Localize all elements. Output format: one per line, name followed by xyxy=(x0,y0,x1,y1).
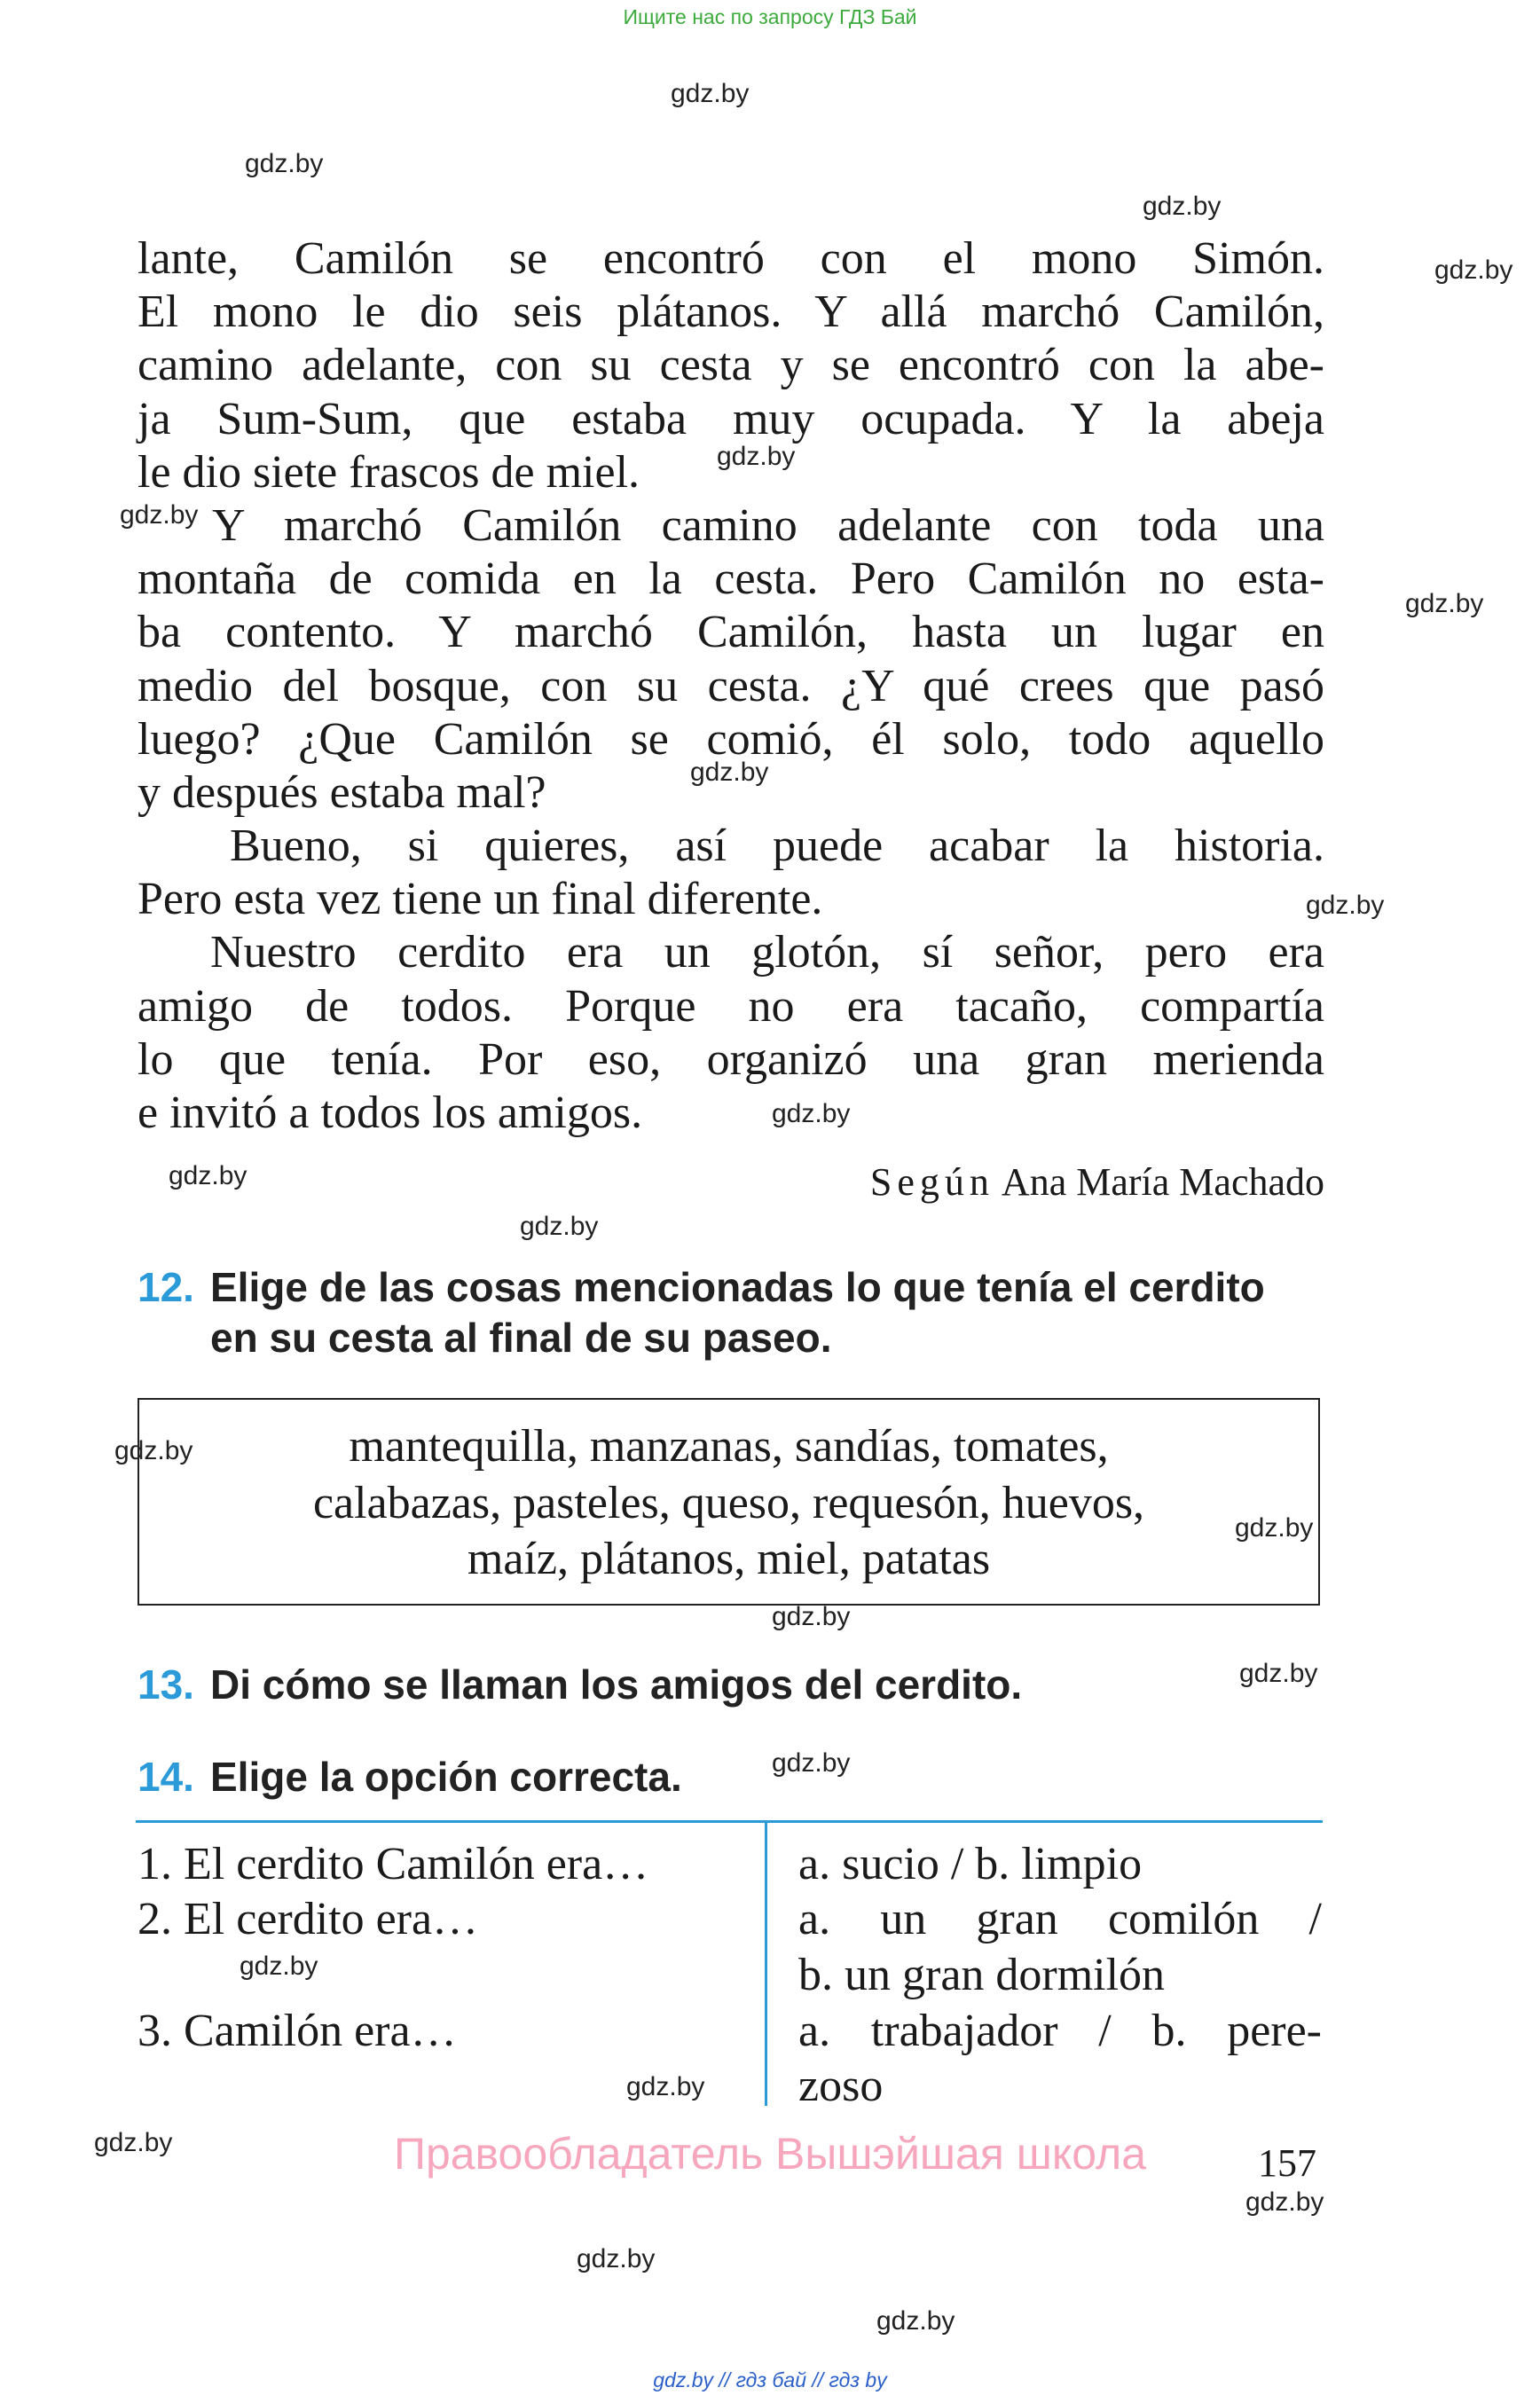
watermark: gdz.by xyxy=(114,1436,193,1465)
word-box-line: mantequilla, manzanas, sandías, tomates, xyxy=(349,1421,1109,1472)
author-prefix: Según xyxy=(869,1160,994,1204)
story-line: montaña de comida en la cesta. Pero Camilón no esta- xyxy=(138,554,1324,605)
watermark: gdz.by xyxy=(1239,1659,1318,1688)
watermark: gdz.by xyxy=(772,1602,851,1631)
watermark: gdz.by xyxy=(1235,1513,1314,1543)
table-right-cell: zoso xyxy=(798,2061,884,2111)
watermark: gdz.by xyxy=(690,758,769,787)
story-line: amigo de todos. Porque no era tacaño, compartía xyxy=(138,980,1324,1032)
table-right-cell: a. sucio / b. limpio xyxy=(798,1839,1143,1889)
task-13 xyxy=(138,1660,1324,1710)
watermark: gdz.by xyxy=(1306,891,1385,920)
task-number: 13. xyxy=(138,1661,194,1708)
copyright-holder: Правообладатель Вышэйшая школа xyxy=(394,2129,1146,2179)
watermark: gdz.by xyxy=(169,1161,248,1190)
watermark: gdz.by xyxy=(626,2072,705,2101)
watermark: gdz.by xyxy=(876,2306,955,2336)
table-right-cell: a. trabajador / b. pere- xyxy=(798,2006,1322,2056)
watermark: gdz.by xyxy=(94,2128,173,2157)
watermark: gdz.by xyxy=(671,79,750,108)
story-line: medio del bosque, con su cesta. ¿Y qué crees que pasó xyxy=(138,660,1324,711)
page-number: 157 xyxy=(1258,2141,1316,2185)
watermark: gdz.by xyxy=(1405,589,1484,618)
story-line: lante, Camilón se encontró con el mono Simón. xyxy=(138,233,1324,284)
watermark: gdz.by xyxy=(120,500,199,530)
word-box-line: maíz, plátanos, miel, patatas xyxy=(467,1534,991,1584)
story-line: Bueno, si quieres, así puede acabar la historia. xyxy=(230,821,1324,872)
task-number: 14. xyxy=(138,1754,194,1800)
task-12 xyxy=(138,1262,1324,1363)
story-text xyxy=(138,232,1324,1140)
watermark: gdz.by xyxy=(1143,192,1222,221)
author-credit xyxy=(870,1159,1324,1205)
table-column-divider xyxy=(765,1820,767,2106)
top-banner[interactable]: Ищите нас по запросу ГДЗ Бай xyxy=(623,5,917,28)
watermark: gdz.by xyxy=(1434,255,1513,285)
bottom-links[interactable]: gdz.by // гдз бай // гдз by xyxy=(653,2368,887,2391)
author-name: Ana María Machado xyxy=(1001,1160,1324,1204)
task-text: Di cómo se llaman los amigos del cerdito. xyxy=(210,1661,1023,1708)
story-line: camino adelante, con su cesta y se encontró con la abe- xyxy=(138,340,1324,391)
watermark: gdz.by xyxy=(1245,2187,1324,2217)
story-line: Nuestro cerdito era un glotón, sí señor, pero era xyxy=(210,927,1324,978)
story-line: y después estaba mal? xyxy=(138,766,546,818)
table-top-rule xyxy=(136,1820,1323,1823)
watermark: gdz.by xyxy=(717,442,796,471)
task-14 xyxy=(138,1748,1324,1802)
table-left-cell: 3. Camilón era… xyxy=(138,2006,457,2056)
story-line: Pero esta vez tiene un final diferente. xyxy=(138,874,823,925)
story-line: le dio siete frascos de miel. xyxy=(138,446,640,498)
story-line: El mono le dio seis plátanos. Y allá marchó Camilón, xyxy=(138,287,1324,338)
task-number: 12. xyxy=(138,1264,194,1310)
table-right-cell: b. un gran dormilón xyxy=(798,1950,1166,2000)
watermark: gdz.by xyxy=(520,1212,599,1241)
watermark: gdz.by xyxy=(240,1951,318,1981)
task-text: Elige de las cosas mencionadas lo que tenía el cerdito xyxy=(210,1264,1265,1310)
story-line: Y marchó Camilón camino adelante con toda una xyxy=(212,499,1324,551)
task-text: en su cesta al final de su paseo. xyxy=(210,1315,832,1361)
table-left-cell: 2. El cerdito era… xyxy=(138,1894,479,1944)
word-box xyxy=(138,1398,1320,1606)
word-box-line: calabazas, pasteles, queso, requesón, huevos, xyxy=(312,1478,1145,1528)
watermark: gdz.by xyxy=(577,2244,656,2273)
story-line: luego? ¿Que Camilón se comió, él solo, todo aquello xyxy=(138,713,1324,765)
table-left-cell: 1. El cerdito Camilón era… xyxy=(138,1839,649,1889)
watermark: gdz.by xyxy=(772,1748,851,1778)
watermark: gdz.by xyxy=(245,149,324,178)
table-right-cell: a. un gran comilón / xyxy=(798,1894,1322,1944)
watermark: gdz.by xyxy=(772,1099,851,1128)
task-text: Elige la opción correcta. xyxy=(210,1754,682,1800)
story-line: lo que tenía. Por eso, organizó una gran merienda xyxy=(138,1033,1324,1085)
story-line: e invitó a todos los amigos. xyxy=(138,1088,643,1138)
story-line: ja Sum-Sum, que estaba muy ocupada. Y la abeja xyxy=(138,393,1324,444)
story-line: ba contento. Y marchó Camilón, hasta un lugar en xyxy=(138,607,1324,658)
